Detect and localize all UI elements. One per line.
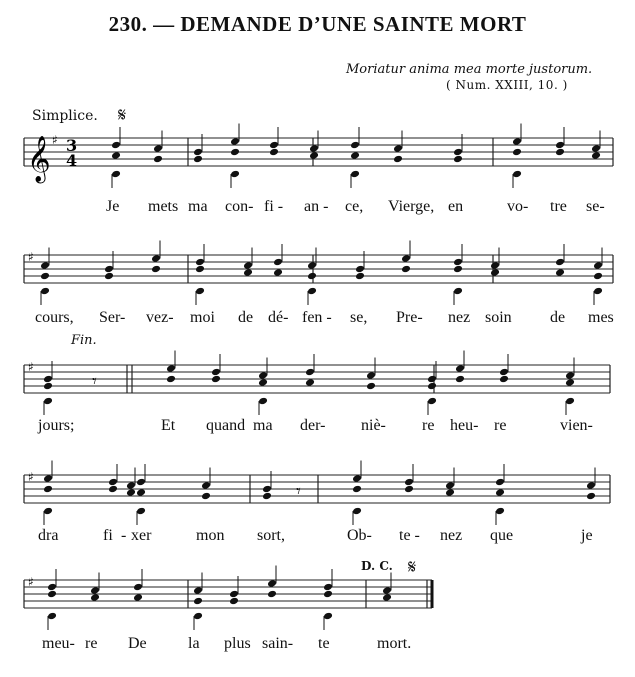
time-signature-top: 3 bbox=[66, 136, 78, 155]
lyric-syllable: mes bbox=[588, 309, 614, 326]
notehead bbox=[193, 612, 203, 621]
notehead bbox=[267, 579, 277, 588]
notehead bbox=[490, 268, 500, 277]
lyric-syllable: jours; bbox=[38, 417, 75, 434]
notehead bbox=[495, 478, 505, 487]
notehead bbox=[230, 137, 240, 146]
lyric-syllable: ma bbox=[253, 417, 273, 434]
lyric-syllable: de bbox=[550, 309, 566, 326]
notehead bbox=[47, 612, 57, 621]
lyric-syllable: fi bbox=[103, 527, 113, 544]
notehead bbox=[455, 364, 465, 373]
notehead bbox=[366, 371, 376, 380]
notehead bbox=[267, 590, 277, 599]
lyric-syllable: te bbox=[318, 635, 330, 652]
notehead bbox=[455, 375, 465, 384]
notehead bbox=[307, 272, 317, 281]
notehead bbox=[555, 268, 565, 277]
notehead bbox=[211, 368, 221, 377]
notehead bbox=[133, 583, 143, 592]
lyric-syllable: Ob- bbox=[347, 527, 372, 544]
fin-marking: Fin. bbox=[71, 333, 97, 348]
lyric-syllable: sain- bbox=[262, 635, 294, 652]
lyric-syllable: en bbox=[448, 198, 464, 215]
notehead bbox=[382, 586, 392, 595]
notehead bbox=[43, 507, 53, 516]
lyric-syllable: moi bbox=[190, 309, 215, 326]
epigraph-quote: Moriatur anima mea morte justorum. bbox=[346, 62, 593, 77]
lyric-syllable: la bbox=[188, 635, 200, 652]
lyric-syllable: se- bbox=[586, 198, 605, 215]
notehead bbox=[565, 397, 575, 406]
notehead bbox=[258, 397, 268, 406]
notehead bbox=[453, 155, 463, 164]
notehead bbox=[43, 375, 53, 384]
notehead bbox=[43, 397, 53, 406]
notehead bbox=[193, 597, 203, 606]
notehead bbox=[43, 474, 53, 483]
notehead bbox=[166, 375, 176, 384]
notehead bbox=[153, 155, 163, 164]
sharp-icon: ♯ bbox=[28, 360, 34, 374]
notehead bbox=[307, 287, 317, 296]
notehead bbox=[565, 371, 575, 380]
lyric-syllable: Et bbox=[161, 417, 176, 434]
notehead bbox=[404, 478, 414, 487]
notehead bbox=[352, 474, 362, 483]
notehead bbox=[445, 488, 455, 497]
notehead bbox=[350, 141, 360, 150]
notehead bbox=[243, 261, 253, 270]
notehead bbox=[453, 148, 463, 157]
quarter-rest-icon: 𝄾 bbox=[296, 481, 301, 502]
lyric-syllable: heu- bbox=[450, 417, 479, 434]
notehead bbox=[136, 488, 146, 497]
notehead bbox=[499, 368, 509, 377]
notehead bbox=[499, 375, 509, 384]
sharp-icon: ♯ bbox=[28, 575, 34, 589]
lyric-syllable: soin bbox=[485, 309, 512, 326]
lyric-syllable: meu- bbox=[42, 635, 75, 652]
lyric-syllable: dé- bbox=[268, 309, 289, 326]
notehead bbox=[211, 375, 221, 384]
notehead bbox=[323, 590, 333, 599]
notehead bbox=[350, 170, 360, 179]
notehead bbox=[195, 265, 205, 274]
lyric-syllable: - bbox=[121, 527, 127, 544]
notehead bbox=[151, 265, 161, 274]
page-title: 230. — DEMANDE D’UNE SAINTE MORT bbox=[108, 12, 527, 36]
lyric-syllable: ce, bbox=[345, 198, 364, 215]
notehead bbox=[495, 488, 505, 497]
notehead bbox=[43, 382, 53, 391]
notehead bbox=[591, 144, 601, 153]
staff-system bbox=[24, 365, 610, 393]
notehead bbox=[230, 148, 240, 157]
lyric-syllable: mets bbox=[148, 198, 179, 215]
notehead bbox=[307, 261, 317, 270]
notehead bbox=[323, 583, 333, 592]
lyric-syllable: fi - bbox=[264, 198, 284, 215]
notehead bbox=[427, 382, 437, 391]
lyric-syllable: an - bbox=[304, 198, 329, 215]
lyric-syllable: Je bbox=[106, 198, 120, 215]
lyric-syllable: De bbox=[128, 635, 147, 652]
notehead bbox=[355, 272, 365, 281]
notehead bbox=[309, 144, 319, 153]
notehead bbox=[195, 287, 205, 296]
notehead bbox=[490, 261, 500, 270]
lyric-syllable: cours, bbox=[35, 309, 74, 326]
notehead bbox=[495, 507, 505, 516]
lyric-syllable: fen - bbox=[302, 309, 332, 326]
notehead bbox=[151, 254, 161, 263]
segno-icon: 𝄋 bbox=[118, 104, 127, 126]
treble-clef-icon: 𝄞 bbox=[27, 136, 51, 182]
notehead bbox=[586, 481, 596, 490]
segno-icon: 𝄋 bbox=[408, 556, 417, 578]
lyric-syllable: sort, bbox=[257, 527, 285, 544]
notehead bbox=[111, 151, 121, 160]
notehead bbox=[393, 144, 403, 153]
lyric-syllable: re bbox=[422, 417, 435, 434]
notehead bbox=[366, 382, 376, 391]
notehead bbox=[126, 488, 136, 497]
time-signature-bottom: 4 bbox=[66, 151, 78, 170]
notehead bbox=[453, 287, 463, 296]
notehead bbox=[136, 507, 146, 516]
notehead bbox=[201, 481, 211, 490]
notehead bbox=[305, 378, 315, 387]
notehead bbox=[108, 478, 118, 487]
lyric-syllable: der- bbox=[300, 417, 326, 434]
notehead bbox=[512, 170, 522, 179]
notehead bbox=[262, 485, 272, 494]
notehead bbox=[305, 368, 315, 377]
notehead bbox=[193, 148, 203, 157]
notehead bbox=[401, 254, 411, 263]
lyric-syllable: vez- bbox=[146, 309, 174, 326]
lyric-syllable: ma bbox=[188, 198, 208, 215]
notehead bbox=[40, 272, 50, 281]
quarter-rest-icon: 𝄾 bbox=[92, 371, 97, 392]
notehead bbox=[453, 258, 463, 267]
lyric-syllable: nez bbox=[448, 309, 471, 326]
tempo-marking: Simplice. bbox=[32, 108, 98, 124]
notehead bbox=[512, 137, 522, 146]
notehead bbox=[229, 590, 239, 599]
notehead bbox=[273, 258, 283, 267]
lyric-syllable: nez bbox=[440, 527, 463, 544]
notehead bbox=[555, 148, 565, 157]
notehead bbox=[309, 151, 319, 160]
notehead bbox=[47, 590, 57, 599]
notehead bbox=[40, 287, 50, 296]
lyric-syllable: niè- bbox=[361, 417, 386, 434]
notehead bbox=[90, 593, 100, 602]
lyric-syllable: tre bbox=[550, 198, 567, 215]
notehead bbox=[153, 144, 163, 153]
lyric-syllable: Vierge, bbox=[388, 198, 435, 215]
notehead bbox=[111, 141, 121, 150]
notehead bbox=[382, 593, 392, 602]
lyric-syllable: vo- bbox=[507, 198, 529, 215]
lyric-syllable: re bbox=[494, 417, 507, 434]
lyric-syllable: vien- bbox=[560, 417, 593, 434]
staff-system bbox=[24, 580, 432, 608]
notehead bbox=[193, 155, 203, 164]
lyric-syllable: dra bbox=[38, 527, 59, 544]
lyric-syllable: se, bbox=[350, 309, 368, 326]
lyric-syllable: Ser- bbox=[99, 309, 126, 326]
lyric-syllable: plus bbox=[224, 635, 251, 652]
notehead bbox=[43, 485, 53, 494]
notehead bbox=[453, 265, 463, 274]
notehead bbox=[445, 481, 455, 490]
notehead bbox=[323, 612, 333, 621]
notehead bbox=[230, 170, 240, 179]
da-capo-marking: D. C. bbox=[361, 559, 393, 573]
sharp-icon: ♯ bbox=[52, 133, 58, 147]
notehead bbox=[269, 141, 279, 150]
epigraph-reference: ( Num. XXIII, 10. ) bbox=[446, 78, 568, 92]
lyric-syllable: que bbox=[490, 527, 514, 544]
notehead bbox=[104, 265, 114, 274]
notehead bbox=[243, 268, 253, 277]
notehead bbox=[593, 261, 603, 270]
notehead bbox=[126, 481, 136, 490]
lyric-syllable: Pre- bbox=[396, 309, 423, 326]
notehead bbox=[195, 258, 205, 267]
notehead bbox=[404, 485, 414, 494]
notehead bbox=[104, 272, 114, 281]
notehead bbox=[40, 261, 50, 270]
notehead bbox=[47, 583, 57, 592]
notehead bbox=[90, 586, 100, 595]
lyric-syllable: con- bbox=[225, 198, 254, 215]
notehead bbox=[555, 258, 565, 267]
lyric-syllable: te - bbox=[399, 527, 420, 544]
notehead bbox=[512, 148, 522, 157]
notehead bbox=[393, 155, 403, 164]
notehead bbox=[133, 593, 143, 602]
notehead bbox=[555, 141, 565, 150]
notehead bbox=[269, 148, 279, 157]
notehead bbox=[352, 485, 362, 494]
notehead bbox=[273, 268, 283, 277]
lyric-syllable: re bbox=[85, 635, 98, 652]
notehead bbox=[201, 492, 211, 501]
sharp-icon: ♯ bbox=[28, 470, 34, 484]
lyric-syllable: mon bbox=[196, 527, 225, 544]
notehead bbox=[565, 378, 575, 387]
notehead bbox=[111, 170, 121, 179]
notehead bbox=[355, 265, 365, 274]
notehead bbox=[427, 397, 437, 406]
sharp-icon: ♯ bbox=[28, 250, 34, 264]
lyric-syllable: mort. bbox=[377, 635, 412, 652]
notehead bbox=[352, 507, 362, 516]
notehead bbox=[262, 492, 272, 501]
notehead bbox=[401, 265, 411, 274]
notehead bbox=[193, 586, 203, 595]
notehead bbox=[136, 478, 146, 487]
notehead bbox=[258, 371, 268, 380]
notehead bbox=[593, 272, 603, 281]
lyric-syllable: xer bbox=[131, 527, 152, 544]
notehead bbox=[229, 597, 239, 606]
lyric-syllable: je bbox=[581, 527, 593, 544]
notehead bbox=[593, 287, 603, 296]
notehead bbox=[350, 151, 360, 160]
notehead bbox=[591, 151, 601, 160]
notehead bbox=[427, 375, 437, 384]
lyric-syllable: de bbox=[238, 309, 254, 326]
notehead bbox=[108, 485, 118, 494]
notehead bbox=[258, 378, 268, 387]
notehead bbox=[586, 492, 596, 501]
notehead bbox=[166, 364, 176, 373]
lyric-syllable: quand bbox=[206, 417, 246, 434]
